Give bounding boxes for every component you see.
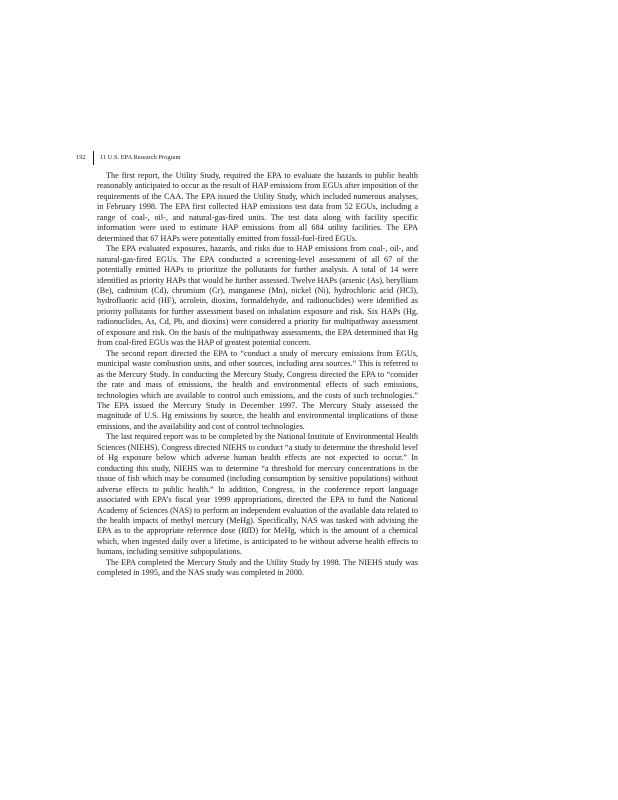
paragraph-niehs-study: The last required report was to be completed by the National Institute of Environmental Health Sciences (NIEHS). Congress directed NIEHS to conduct “a study to determine the threshold level of Hg exposure below which adverse human health effects are not expected to occur.” In conducting this study, NIEHS was to determine “a threshold for mercury concentrations in the tissue of fish which may be consumed (including consumption by sensitive populations) without adverse effects to public health.” In addition, Congress, in the conference report language associated with EPA’s fiscal year 1999 appropriations, directed the EPA to fund the National Academy of Sciences (NAS) to perform an independent evaluation of the available data related to the health impacts of methyl mercury (MeHg). Specifically, NAS was tasked with advising the EPA as to the appropriate reference dose (RfD) for MeHg, which is the amount of a chemical which, when ingested daily over a lifetime, is anticipated to be without adverse health effects to humans, including sensitive subpopulations. [97, 432, 418, 557]
chapter-title: 11 U.S. EPA Research Program [100, 154, 181, 161]
running-head [76, 151, 436, 165]
header-divider [93, 151, 94, 165]
paragraph-completion: The EPA completed the Mercury Study and the Utility Study by 1998. The NIEHS study was completed in 1995, and the NAS study was completed in 2000. [97, 557, 418, 578]
body-text [97, 171, 418, 579]
paragraph-utility-study: The first report, the Utility Study, required the EPA to evaluate the hazards to public health reasonably anticipated to occur as the result of HAP emissions from EGUs after imposition of the requirements of the CAA. The EPA issued the Utility Study, which included numerous analyses, in February 1998. The EPA first collected HAP emissions test data from 52 EGUs, including a range of coal-, oil-, and natural-gas-fired units. The test data along with facility specific information were used to estimate HAP emissions from all 684 utility facilities. The EPA determined that 67 HAPs were potentially emitted from fossil-fuel-fired EGUs. [97, 171, 418, 243]
paragraph-hap-evaluation: The EPA evaluated exposures, hazards, and risks due to HAP emissions from coal-, oil-, and natural-gas-fired EGUs. The EPA conducted a screening-level assessment of all 67 of the potentially emitted HAPs to prioritize the pollutants for further analysis. A total of 14 were identified as priority HAPs that would be further assessed. Twelve HAPs (arsenic (As), beryllium (Be), cadmium (Cd), chromium (Cr), manganese (Mn), nickel (Ni), hydrochloric acid (HCl), hydrofluoric acid (HF), acrolein, dioxins, formaldehyde, and radionuclides) were identified as priority pollutants for further assessment based on inhalation exposure and risk. Six HAPs (Hg, radionuclides, As, Cd, Pb, and dioxins) were considered a priority for multipathway assessment of exposure and risk. On the basis of the multipathway assessments, the EPA determined that Hg from coal-fired EGUs was the HAP of greatest potential concern. [97, 244, 418, 348]
page-number: 192 [76, 154, 86, 161]
paragraph-mercury-study: The second report directed the EPA to “conduct a study of mercury emissions from EGUs, municipal waste combustion units, and other sources, including area sources.” This is referred to as the Mercury Study. In conducting the Mercury Study, Congress directed the EPA to “consider the rate and mass of emissions, the health and environmental effects of such emissions, technologies which are available to control such emissions, and the costs of such technologies.” The EPA issued the Mercury Study in December 1997. The Mercury Study assessed the magnitude of U.S. Hg emissions by source, the health and environmental implications of those emissions, and the availability and cost of control technologies. [97, 348, 418, 431]
